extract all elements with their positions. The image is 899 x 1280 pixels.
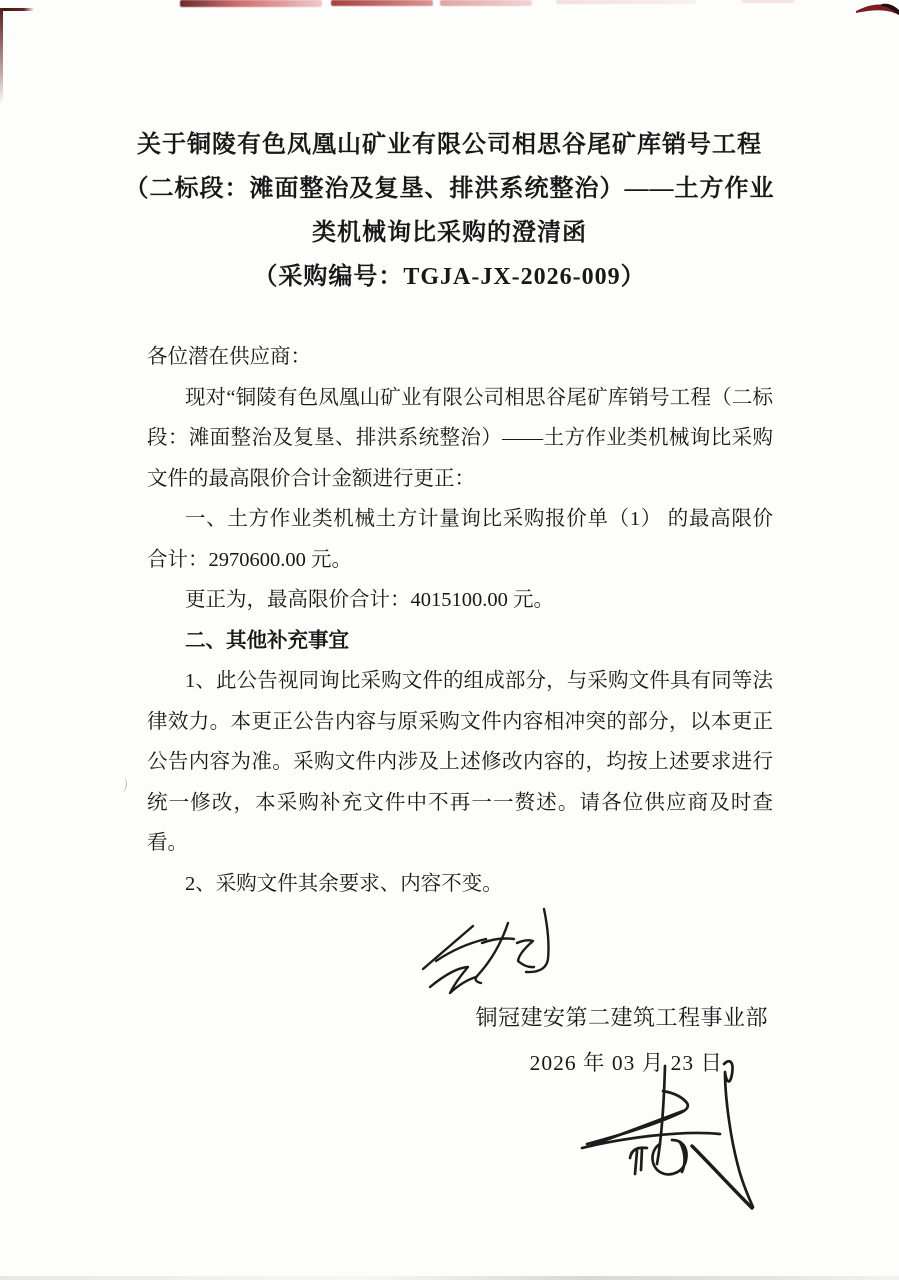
letterhead-remnant bbox=[556, 0, 696, 4]
title-line-1: 关于铜陵有色凤凰山矿业有限公司相思谷尾矿库销号工程 bbox=[137, 132, 762, 158]
title-line-3: 类机械询比采购的澄清函 bbox=[312, 220, 587, 246]
scan-corner-mark bbox=[0, 8, 3, 104]
handwritten-signature bbox=[552, 1046, 767, 1226]
handwritten-signature bbox=[398, 893, 588, 1013]
paragraph-correction-intro: 现对“铜陵有色凤凰山矿业有限公司相思谷尾矿库销号工程（二标段：滩面整治及复垦、排洪系统整治）——土方作业类机械询比采购文件的最高限价合计金额进行更正： bbox=[147, 386, 773, 490]
letterhead-remnant bbox=[180, 0, 322, 7]
signer-department: 铜冠建安第二建筑工程事业部 bbox=[475, 1005, 768, 1030]
issue-date: 2026 年 03 月 23 日 bbox=[529, 1051, 723, 1075]
paragraph-legal-effect: 1、此公告视同询比采购文件的组成部分，与采购文件具有同等法律效力。本更正公告内容与原采购文件内容相冲突的部分，以本更正公告内容为准。采购文件内涉及上述修改内容的，均按上述要求进行统一修改，本采购补充文件中不再一一赘述。请各位供应商及时查看。 bbox=[147, 670, 773, 854]
title-line-4: （采购编号：TGJA-JX-2026-009） bbox=[253, 264, 646, 290]
scan-corner-mark bbox=[856, 0, 899, 18]
scan-corner-mark bbox=[0, 8, 34, 11]
document-title bbox=[0, 123, 899, 299]
letterhead-remnant bbox=[440, 0, 532, 6]
scan-speck bbox=[119, 778, 128, 793]
salutation: 各位潜在供应商： bbox=[147, 346, 311, 368]
title-line-2: （二标段：滩面整治及复垦、排洪系统整治）——土方作业 bbox=[124, 176, 775, 202]
paragraph-supplementary-heading: 二、其他补充事宜 bbox=[185, 629, 349, 652]
document-body bbox=[147, 337, 773, 904]
paragraph-original-cap: 一、土方作业类机械土方计量询比采购报价单（1） 的最高限价合计：2970600.00 元。 bbox=[147, 508, 773, 571]
letterhead-remnant bbox=[742, 0, 794, 3]
letterhead-remnant bbox=[331, 0, 433, 6]
scan-bottom-edge bbox=[0, 1276, 899, 1280]
paragraph-no-other-changes: 2、采购文件其余要求、内容不变。 bbox=[185, 872, 503, 895]
paragraph-corrected-cap: 更正为，最高限价合计：4015100.00 元。 bbox=[185, 589, 554, 611]
